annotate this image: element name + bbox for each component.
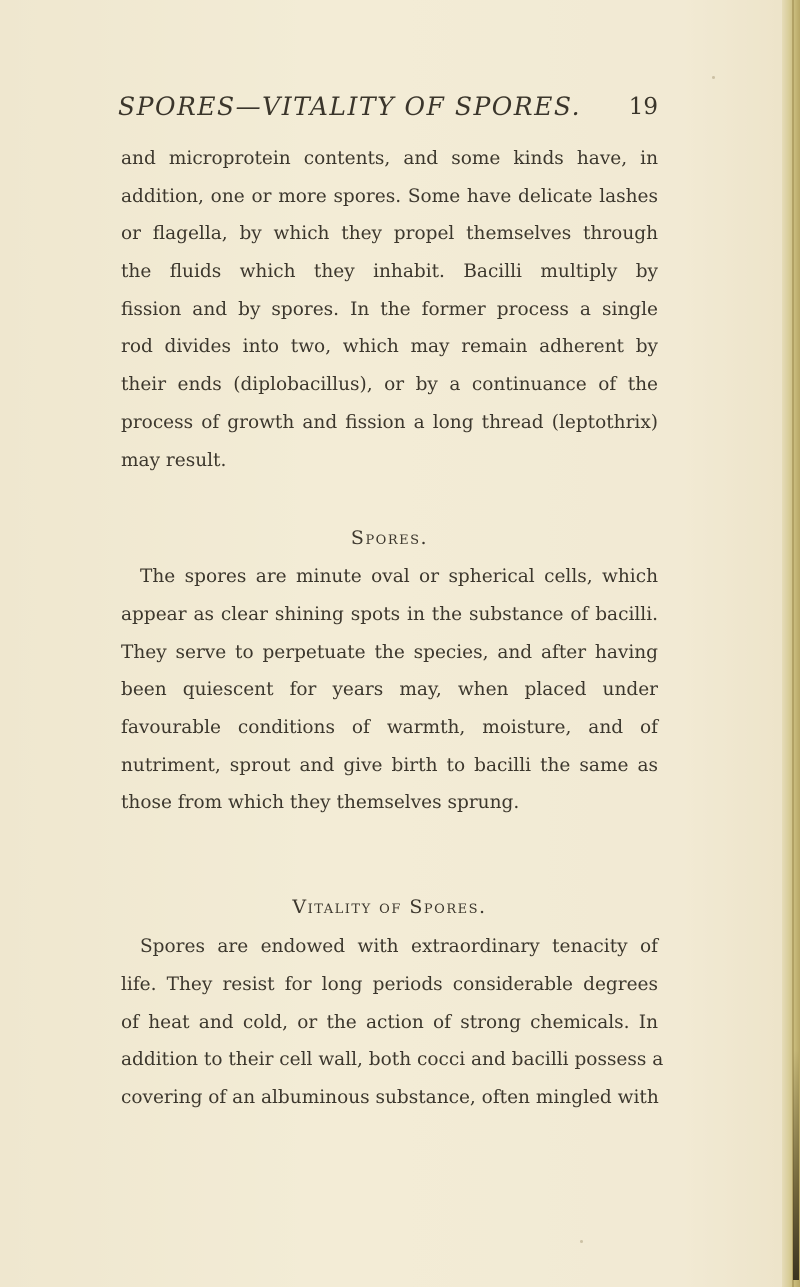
text-line: or flagella, by which they propel themselves through <box>121 223 658 245</box>
text-line: Spores are endowed with extraordinary tenacity of <box>140 936 658 957</box>
paragraph-1 <box>121 140 658 479</box>
paper-speck <box>712 76 715 79</box>
section-heading-vitality: Vitality of Spores. <box>292 896 487 918</box>
section-heading-spores: Spores. <box>350 527 429 549</box>
paragraph-2-body <box>121 596 658 822</box>
paragraph-3-body <box>121 966 664 1117</box>
paper-speck <box>580 1240 583 1243</box>
text-line: appear as clear shining spots in the substance of bacilli. <box>121 604 658 625</box>
text-line: life. They resist for long periods considerable degrees <box>121 974 658 995</box>
text-line: process of growth and fission a long thread (leptothrix) <box>121 411 658 433</box>
text-line: the fluids which they inhabit. Bacilli multiply by <box>121 261 658 283</box>
text-line: They serve to perpetuate the species, and after having <box>121 641 658 663</box>
text-line: nutriment, sprout and give birth to bacilli the same as <box>121 754 658 776</box>
running-title: SPORES—VITALITY OF SPORES. <box>118 92 582 121</box>
text-line: The spores are minute oval or spherical cells, which <box>140 566 658 587</box>
text-line: their ends (diplobacillus), or by a continuance of the <box>121 374 658 396</box>
page-header <box>118 92 658 132</box>
text-line: fission and by spores. In the former process a single <box>121 298 658 320</box>
text-line: of heat and cold, or the action of strong chemicals. In <box>121 1011 658 1033</box>
text-line: addition, one or more spores. Some have delicate lashes <box>121 185 658 207</box>
text-line: and microprotein contents, and some kinds have, in <box>121 148 658 169</box>
paragraph-2 <box>140 558 658 596</box>
text-line: rod divides into two, which may remain adherent by <box>121 336 658 358</box>
page-edge-shadow <box>793 1050 799 1280</box>
text-line: addition to their cell wall, both cocci and bacilli possess a <box>121 1049 664 1071</box>
text-line: may result. <box>121 449 227 471</box>
text-line: covering of an albuminous substance, often mingled with <box>121 1087 659 1109</box>
text-line: favourable conditions of warmth, moisture, and of <box>121 717 658 739</box>
page-number: 19 <box>628 94 658 120</box>
text-line: been quiescent for years may, when placed under <box>121 679 658 701</box>
text-line: those from which they themselves sprung. <box>121 792 520 814</box>
paragraph-3 <box>140 928 658 966</box>
